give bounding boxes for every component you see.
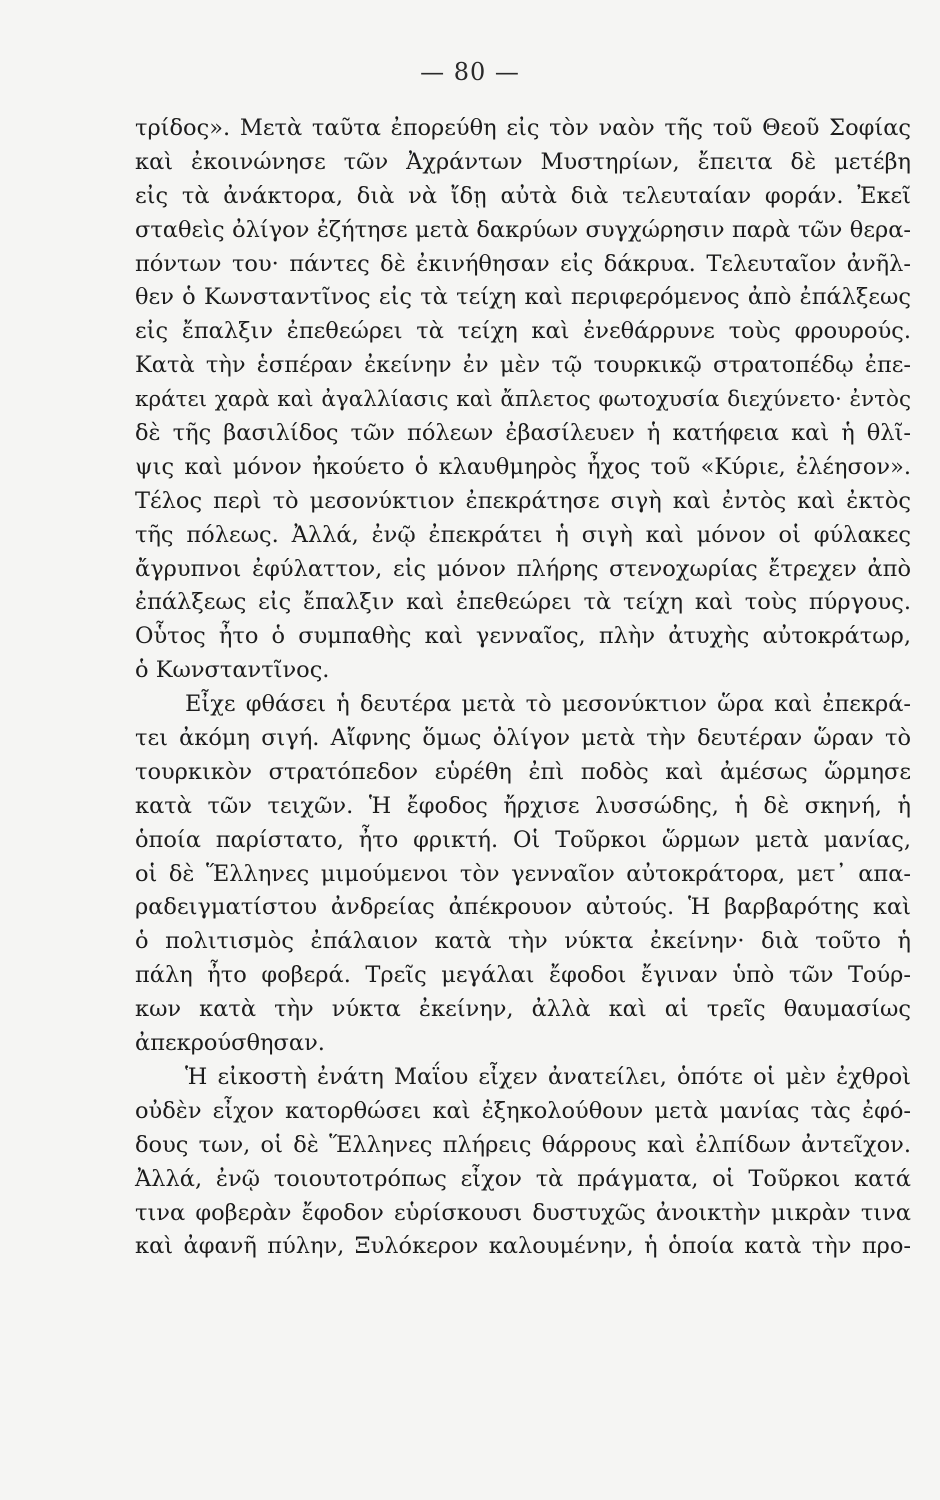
text-line: δους των, οἱ δὲ Ἕλληνες πλήρεις θάρρους καὶ ἐλπίδων ἀντεῖχον. (135, 1131, 911, 1158)
text-line: ἀπεκρούσθησαν. (135, 1030, 325, 1057)
text-line: ὁ πολιτισμὸς ἐπάλαιον κατὰ τὴν νύκτα ἐκείνην· διὰ τοῦτο ἡ (135, 928, 911, 955)
text-line: Ἀλλά, ἐνῷ τοιουτοτρόπως εἶχον τὰ πράγματα, οἱ Τοῦρκοι κατά (135, 1165, 911, 1192)
text-line: δὲ τῆς βασιλίδος τῶν πόλεων ἐβασίλευεν ἡ κατήφεια καὶ ἡ θλῖ- (135, 420, 911, 447)
text-line: ἐπάλξεως εἰς ἔπαλξιν καὶ ἐπεθεώρει τὰ τείχη καὶ τοὺς πύργους. (135, 589, 911, 616)
text-line: σταθεὶς ὀλίγον ἐζήτησε μετὰ δακρύων συγχώρησιν παρὰ τῶν θερα- (135, 216, 911, 243)
text-line: εἰς ἔπαλξιν ἐπεθεώρει τὰ τείχη καὶ ἐνεθάρρυνε τοὺς φρουρούς. (135, 318, 911, 345)
text-line: τουρκικὸν στρατόπεδον εὑρέθη ἐπὶ ποδὸς καὶ ἀμέσως ὥρμησε (135, 758, 911, 785)
text-line: καὶ ἀφανῆ πύλην, Ξυλόκερον καλουμένην, ἡ ὁποία κατὰ τὴν προ- (135, 1233, 911, 1260)
text-line: εἰς τὰ ἀνάκτορα, διὰ νὰ ἴδῃ αὐτὰ διὰ τελευταίαν φοράν. Ἐκεῖ (135, 182, 911, 209)
text-line: τινα φοβερὰν ἔφοδον εὑρίσκουσι δυστυχῶς ἀνοικτὴν μικρὰν τινα (135, 1199, 911, 1226)
text-line: ἄγρυπνοι ἐφύλαττον, εἰς μόνον πλήρης στενοχωρίας ἔτρεχεν ἀπὸ (135, 555, 911, 582)
text-line: πάλη ἦτο φοβερά. Τρεῖς μεγάλαι ἔφοδοι ἔγιναν ὑπὸ τῶν Τούρ- (135, 962, 911, 989)
text-line: θεν ὁ Κωνσταντῖνος εἰς τὰ τείχη καὶ περιφερόμενος ἀπὸ ἐπάλξεως (135, 284, 911, 311)
text-line: ψις καὶ μόνον ἠκούετο ὁ κλαυθμηρὸς ἦχος τοῦ «Κύριε, ἐλέησον». (135, 453, 911, 480)
text-line: οὐδὲν εἶχον κατορθώσει καὶ ἐξηκολούθουν μετὰ μανίας τὰς ἐφό- (135, 1097, 911, 1124)
text-line: ὁ Κωνσταντῖνος. (135, 657, 330, 684)
text-line: πόντων του· πάντες δὲ ἐκινήθησαν εἰς δάκρυα. Τελευταῖον ἀνῆλ- (135, 250, 911, 277)
text-line: κατὰ τῶν τειχῶν. Ἡ ἔφοδος ἤρχισε λυσσώδης, ἡ δὲ σκηνή, ἡ (135, 792, 911, 819)
text-line: κράτει χαρὰ καὶ ἀγαλλίασις καὶ ἄπλετος φωτοχυσία διεχύνετο· ἐντὸς (135, 387, 911, 413)
body-text (135, 112, 911, 1264)
text-line: Ἡ εἰκοστὴ ἐνάτη Μαΐου εἶχεν ἀνατείλει, ὁπότε οἱ μὲν ἐχθροὶ (185, 1063, 911, 1090)
text-line: τρίδος». Μετὰ ταῦτα ἐπορεύθη εἰς τὸν ναὸν τῆς τοῦ Θεοῦ Σοφίας (135, 115, 911, 141)
text-line: οἱ δὲ Ἕλληνες μιμούμενοι τὸν γενναῖον αὐτοκράτορα, μετ᾽ απα- (135, 860, 911, 887)
text-line: Εἶχε φθάσει ἡ δευτέρα μετὰ τὸ μεσονύκτιον ὥρα καὶ ἐπεκρά- (185, 691, 911, 718)
text-line: Οὗτος ἦτο ὁ συμπαθὴς καὶ γενναῖος, πλὴν ἀτυχὴς αὐτοκράτωρ, (135, 623, 911, 650)
text-line: ὁποία παρίστατο, ἦτο φρικτή. Οἱ Τοῦρκοι ὥρμων μετὰ μανίας, (135, 826, 911, 853)
text-line: Τέλος περὶ τὸ μεσονύκτιον ἐπεκράτησε σιγὴ καὶ ἐντὸς καὶ ἐκτὸς (135, 487, 911, 514)
text-line: καὶ ἐκοινώνησε τῶν Ἀχράντων Μυστηρίων, ἔπειτα δὲ μετέβη (135, 148, 911, 175)
text-line: τῆς πόλεως. Ἀλλά, ἐνῷ ἐπεκράτει ἡ σιγὴ καὶ μόνον οἱ φύλακες (135, 521, 911, 548)
text-line: ραδειγματίστου ἀνδρείας ἀπέκρουον αὐτούς. Ἡ βαρβαρότης καὶ (135, 894, 911, 921)
text-line: κων κατὰ τὴν νύκτα ἐκείνην, ἀλλὰ καὶ αἱ τρεῖς θαυμασίως (135, 996, 911, 1023)
page-number: — 80 — (420, 58, 520, 86)
text-line: τει ἀκόμη σιγή. Αἴφνης ὅμως ὀλίγον μετὰ τὴν δευτέραν ὥραν τὸ (135, 725, 911, 752)
text-line: Κατὰ τὴν ἑσπέραν ἐκείνην ἐν μὲν τῷ τουρκικῷ στρατοπέδῳ ἐπε- (135, 352, 911, 379)
